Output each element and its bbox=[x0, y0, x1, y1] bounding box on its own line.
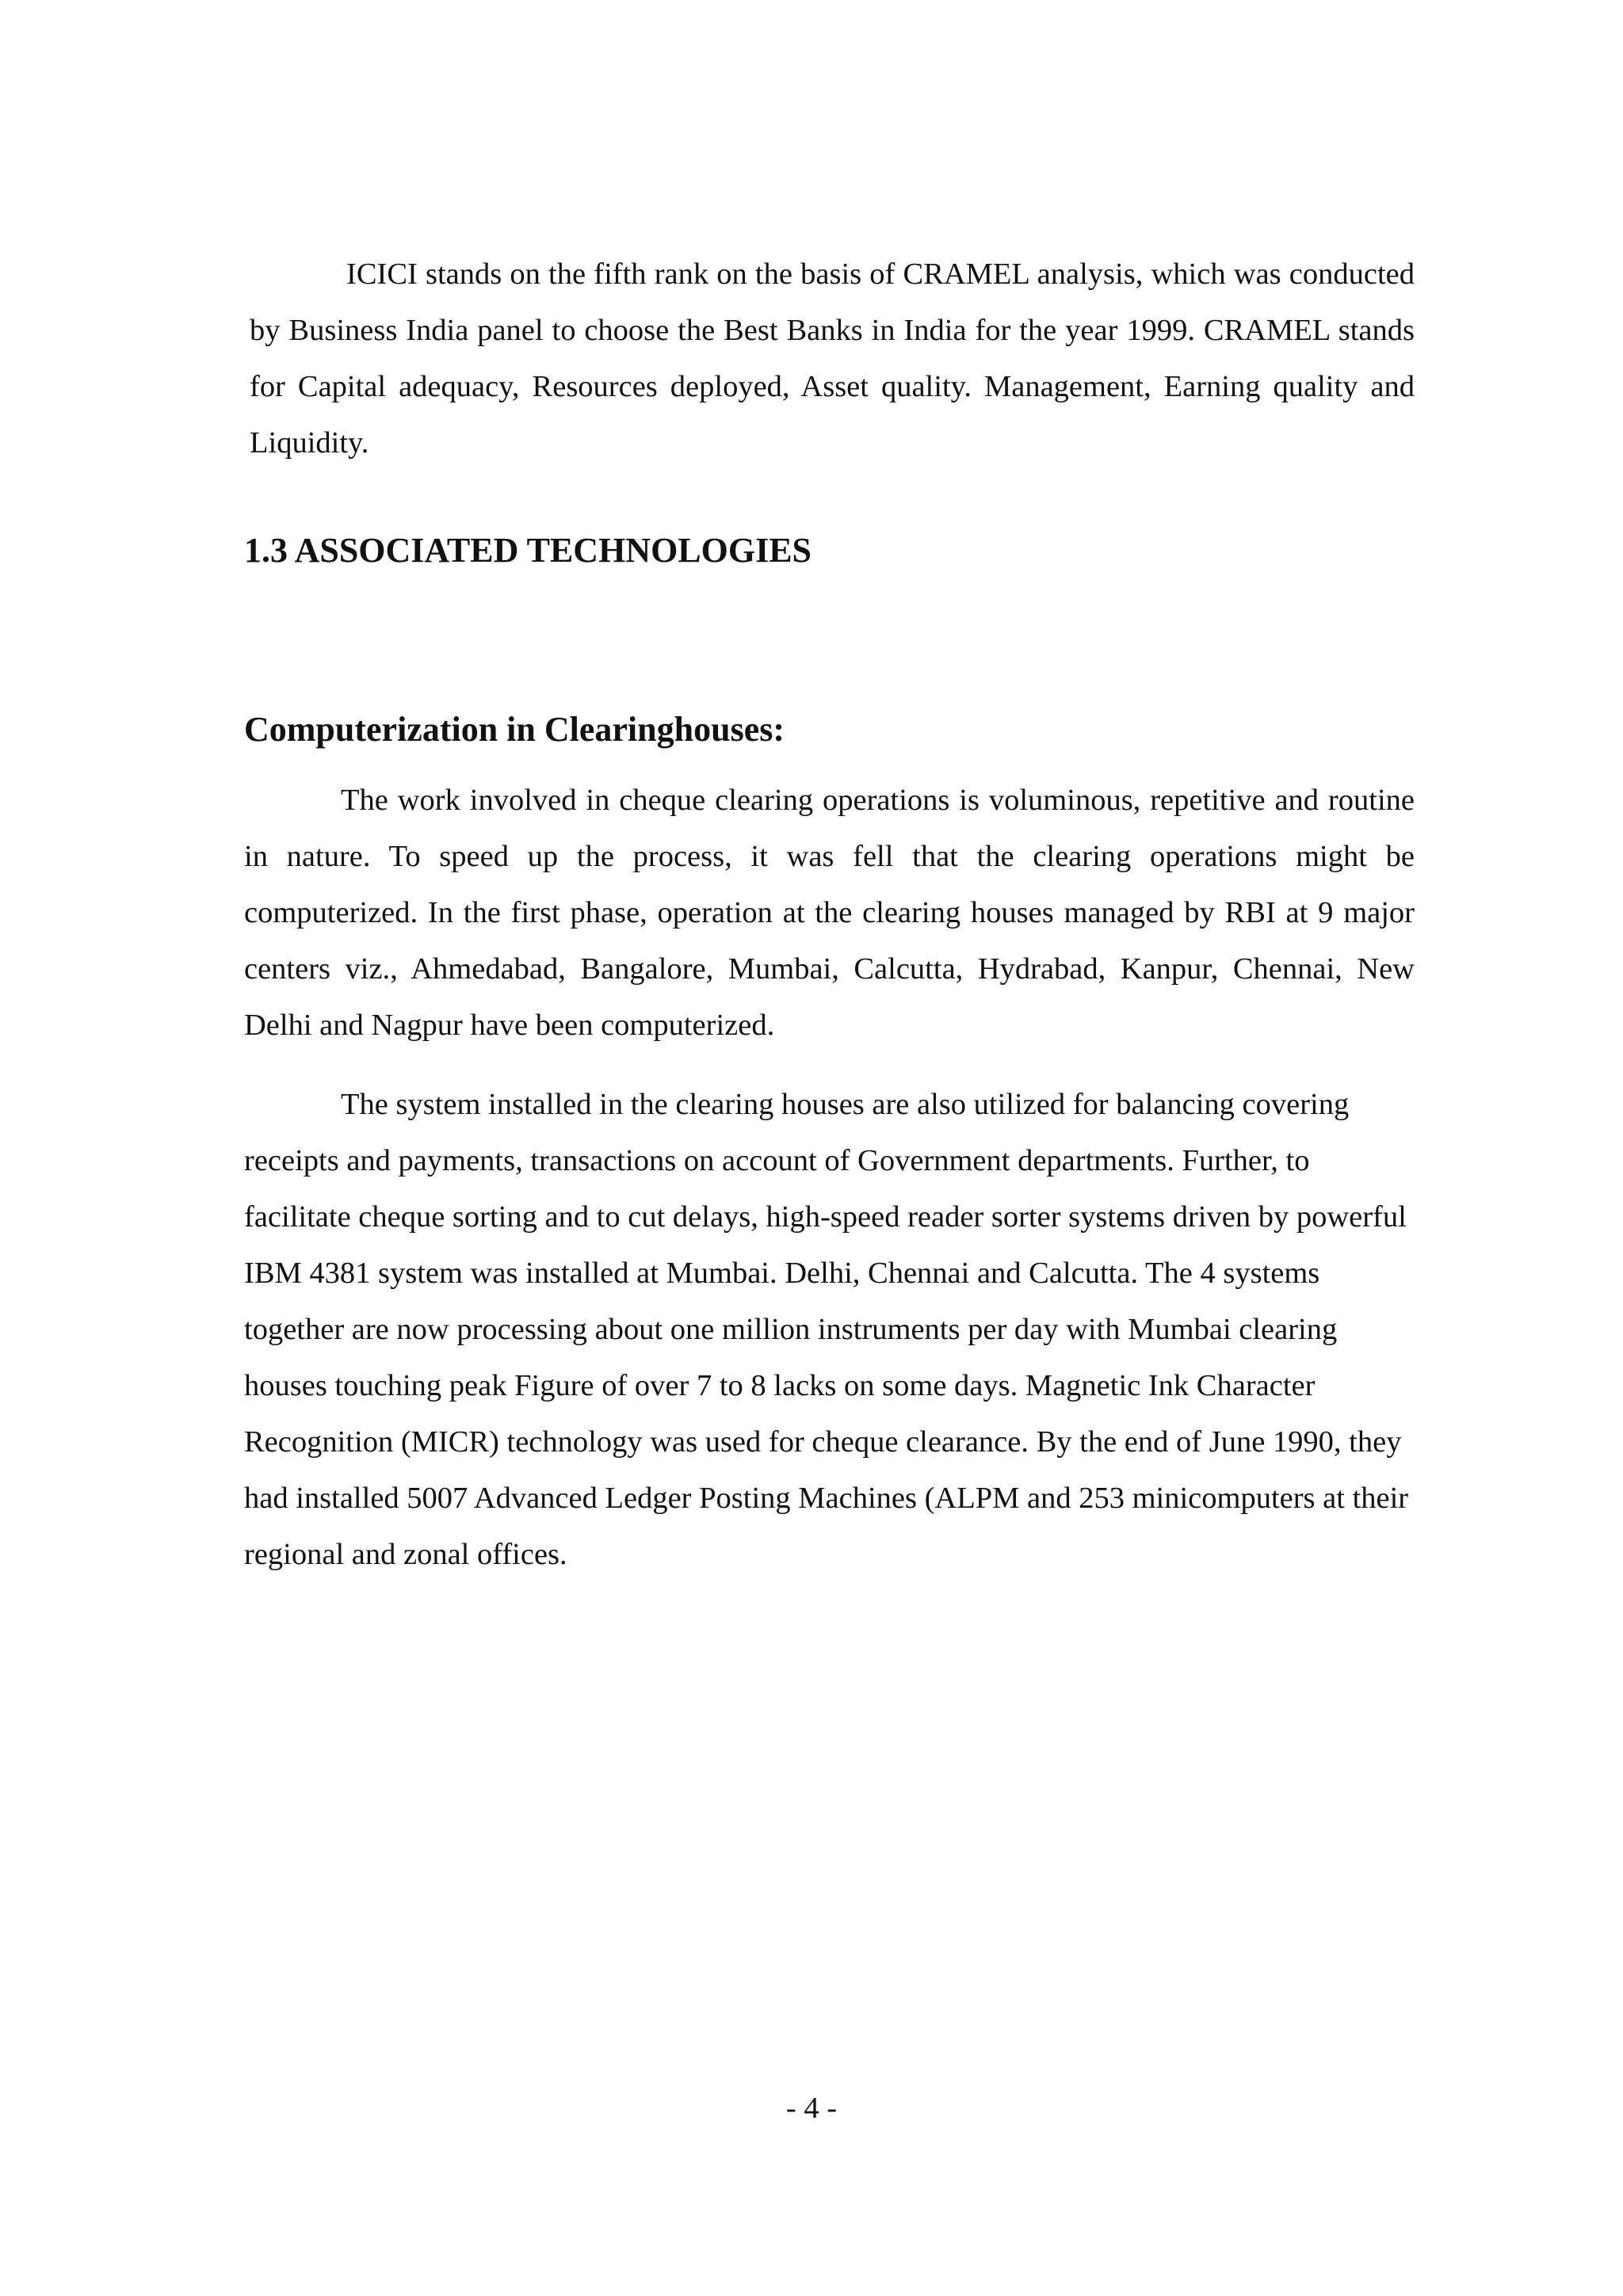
section-heading: 1.3 ASSOCIATED TECHNOLOGIES bbox=[244, 531, 812, 570]
page-number: - 4 - bbox=[785, 2092, 838, 2125]
clearing-paragraph-2: The system installed in the clearing houses are also utilized for balancing covering receipts and payments, transactions on account of Government departments. Further, to facilitate cheque sorting and to cut delays, high-speed reader sorter systems driven by powerful IBM 4381 system was installed at Mumbai. Delhi, Chennai and Calcutta. The 4 systems together are now processing about one million instruments per day with Mumbai clearing houses touching peak Figure of over 7 to 8 lacks on some days. Magnetic Ink Character Recognition (MICR) technology was used for cheque clearance. By the end of June 1990, they had installed 5007 Advanced Ledger Posting Machines (ALPM and 253 minicomputers at their regional and zonal offices. bbox=[244, 1088, 1409, 1571]
intro-paragraph: ICICI stands on the fifth rank on the basis of CRAMEL analysis, which was conducted by Business India panel to choose the Best Banks in India for the year 1999. CRAMEL stands for Capital adequacy, Resources deployed, Asset quality. Management, Earning quality and Liquidity. bbox=[250, 257, 1415, 460]
subsection-heading: Computerization in Clearinghouses: bbox=[244, 710, 785, 749]
clearing-paragraph-1: The work involved in cheque clearing operations is voluminous, repetitive and routine in nature. To speed up the process, it was fell that the clearing operations might be computerized. In the first phase, operation at the clearing houses managed by RBI at 9 major centers viz., Ahmedabad, Bangalore, Mumbai, Calcutta, Hydrabad, Kanpur, Chennai, New Delhi and Nagpur have been computerized. bbox=[244, 784, 1415, 1042]
